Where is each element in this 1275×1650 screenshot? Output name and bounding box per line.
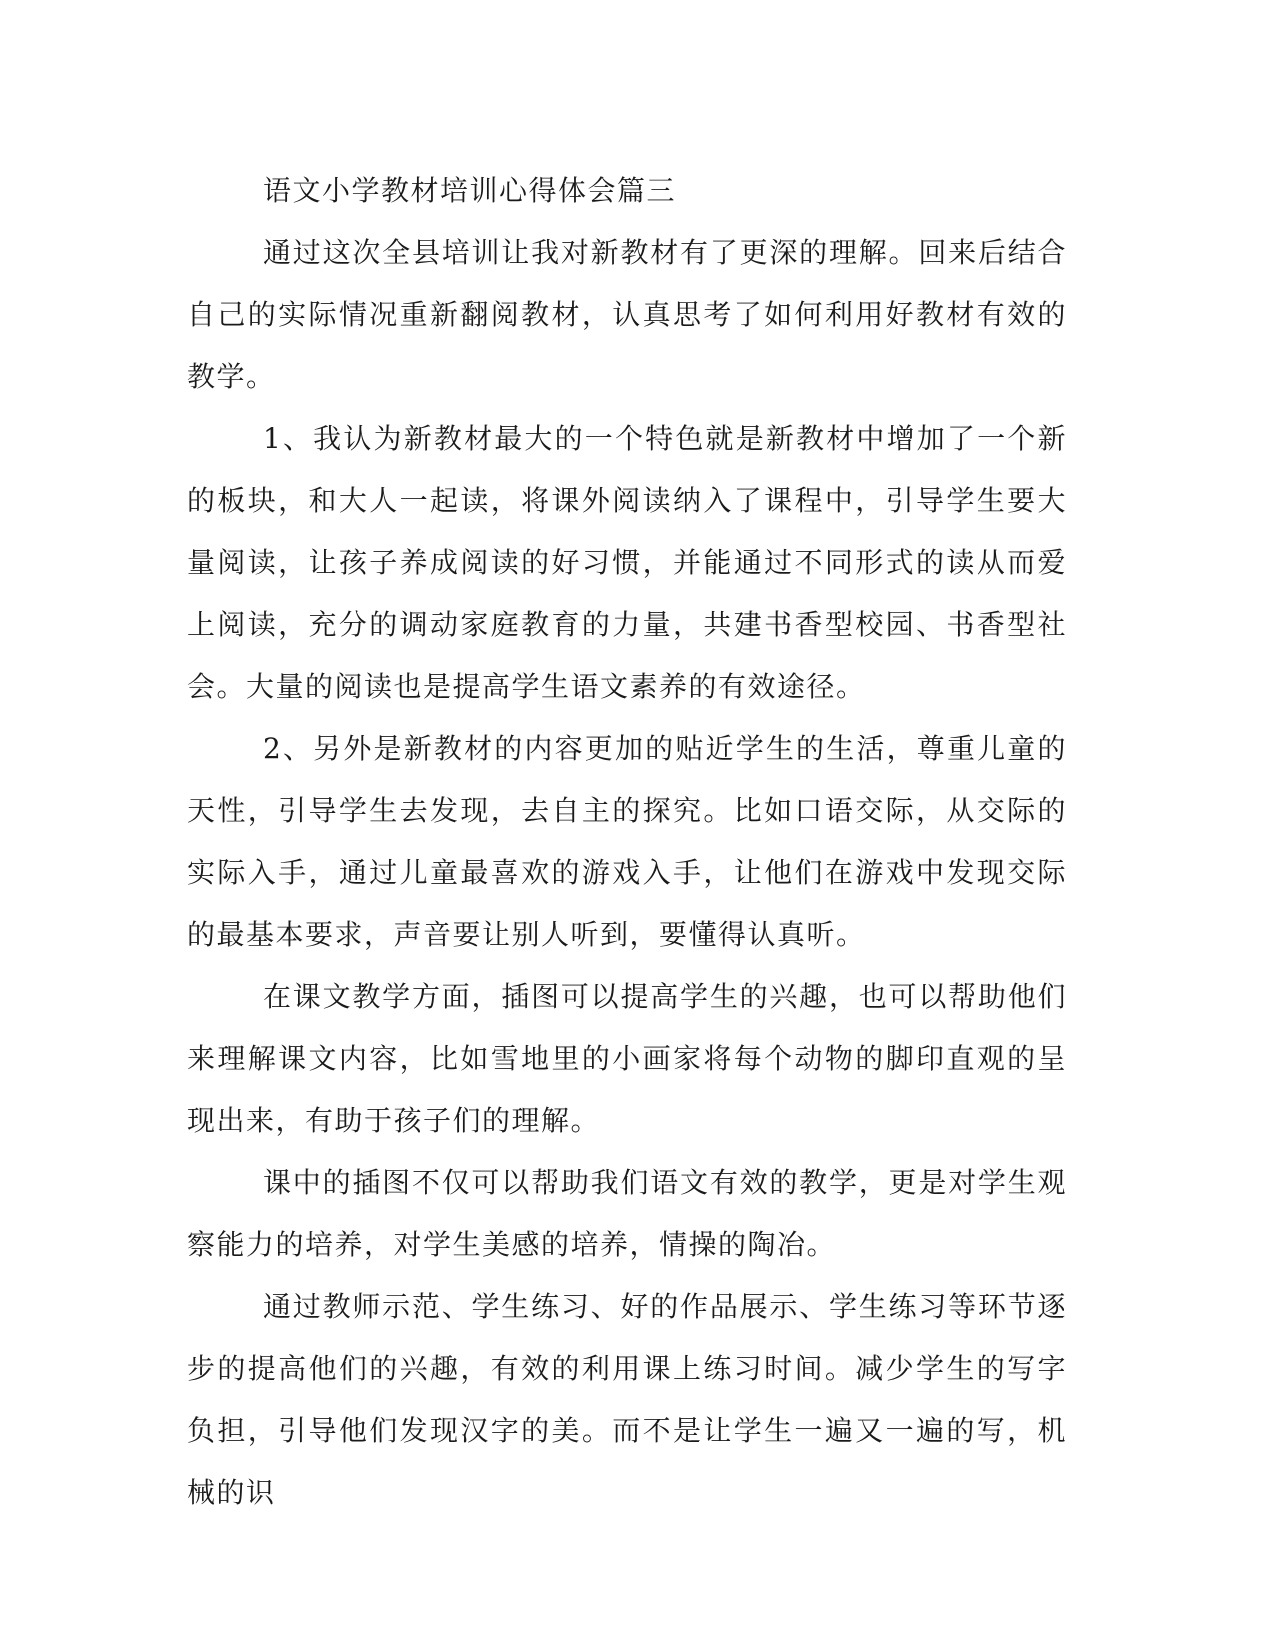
document-body <box>187 160 1067 1524</box>
paragraph-4: 在课文教学方面，插图可以提高学生的兴趣，也可以帮助他们来理解课文内容，比如雪地里的小画家将每个动物的脚印直观的呈现出来，有助于孩子们的理解。 <box>187 980 1067 1137</box>
paragraph-2: 1、我认为新教材最大的一个特色就是新教材中增加了一个新的板块，和大人一起读，将课外阅读纳入了课程中，引导学生要大量阅读，让孩子养成阅读的好习惯，并能通过不同形式的读从而爱上阅读，充分的调动家庭教育的力量，共建书香型校园、书香型社会。大量的阅读也是提高学生语文素养的有效途径。 <box>187 422 1067 703</box>
paragraph-3: 2、另外是新教材的内容更加的贴近学生的生活，尊重儿童的天性，引导学生去发现，去自主的探究。比如口语交际，从交际的实际入手，通过儿童最喜欢的游戏入手，让他们在游戏中发现交际的最基本要求，声音要让别人听到，要懂得认真听。 <box>187 732 1067 951</box>
paragraph-6: 通过教师示范、学生练习、好的作品展示、学生练习等环节逐步的提高他们的兴趣，有效的利用课上练习时间。减少学生的写字负担，引导他们发现汉字的美。而不是让学生一遍又一遍的写，机械的识 <box>187 1290 1067 1509</box>
paragraph-5: 课中的插图不仅可以帮助我们语文有效的教学，更是对学生观察能力的培养，对学生美感的培养，情操的陶冶。 <box>187 1166 1067 1261</box>
document-title: 语文小学教材培训心得体会篇三 <box>263 174 677 207</box>
paragraph-1: 通过这次全县培训让我对新教材有了更深的理解。回来后结合自己的实际情况重新翻阅教材，认真思考了如何利用好教材有效的教学。 <box>187 236 1067 393</box>
